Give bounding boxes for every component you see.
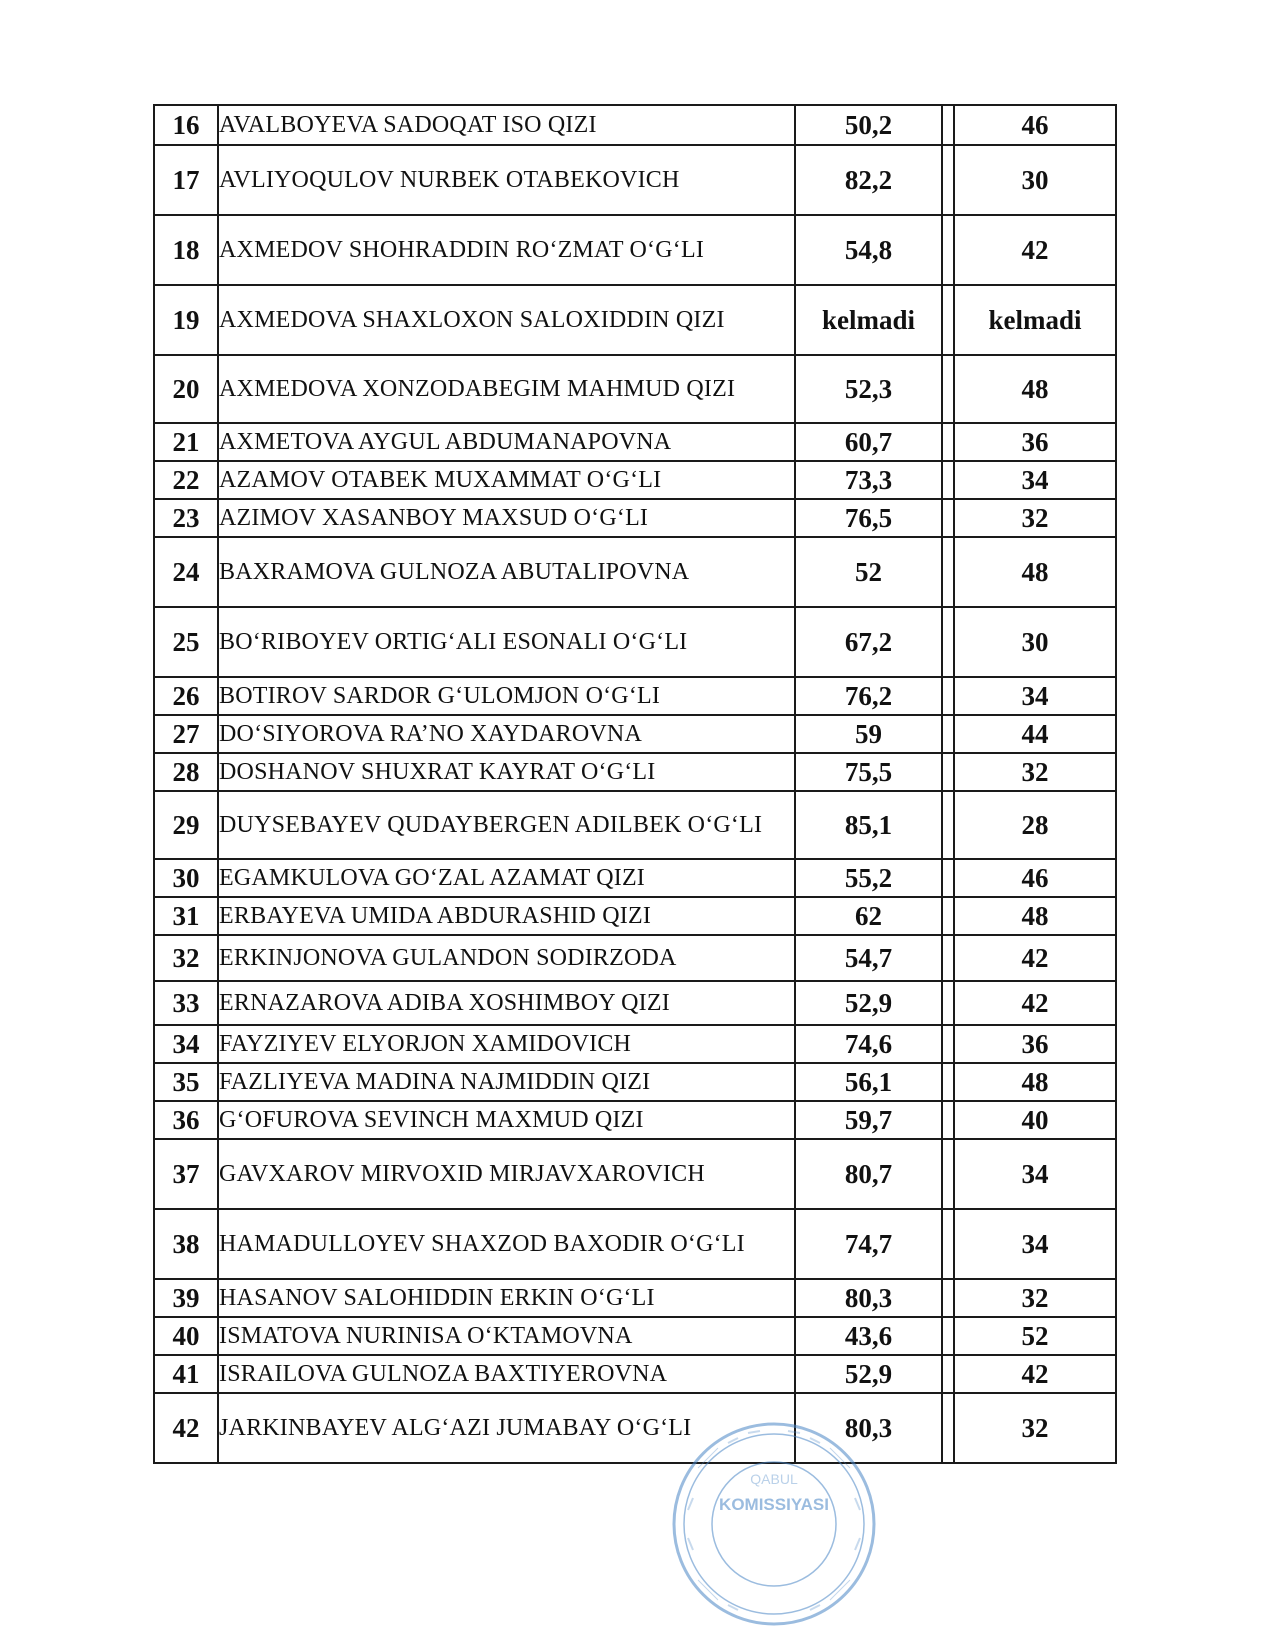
table-row [154, 607, 1116, 677]
column-gap [942, 935, 954, 981]
rank-value: 42 [954, 215, 1116, 285]
column-gap [942, 1355, 954, 1393]
student-name: BAXRAMOVA GULNOZA ABUTALIPOVNA [218, 537, 795, 607]
svg-text:QABUL: QABUL [750, 1471, 798, 1487]
score-value: 59 [795, 715, 942, 753]
table-row [154, 677, 1116, 715]
table-row [154, 859, 1116, 897]
column-gap [942, 791, 954, 859]
score-value: kelmadi [795, 285, 942, 355]
column-gap [942, 607, 954, 677]
stamp-seal-icon [668, 1418, 880, 1630]
column-gap [942, 1139, 954, 1209]
column-gap [942, 461, 954, 499]
table-row [154, 1355, 1116, 1393]
rank-value: 36 [954, 423, 1116, 461]
stamp-label: KOMISSIYASI [719, 1495, 829, 1514]
row-number: 16 [154, 105, 218, 145]
table-row [154, 1139, 1116, 1209]
row-number: 26 [154, 677, 218, 715]
table-row [154, 897, 1116, 935]
score-value: 43,6 [795, 1317, 942, 1355]
table-row [154, 285, 1116, 355]
row-number: 37 [154, 1139, 218, 1209]
score-value: 67,2 [795, 607, 942, 677]
score-value: 76,5 [795, 499, 942, 537]
row-number: 21 [154, 423, 218, 461]
rank-value: 34 [954, 461, 1116, 499]
rank-value: 48 [954, 355, 1116, 423]
table-row [154, 1317, 1116, 1355]
row-number: 39 [154, 1279, 218, 1317]
rank-value: 30 [954, 607, 1116, 677]
score-value: 76,2 [795, 677, 942, 715]
rank-value: 48 [954, 897, 1116, 935]
score-value: 74,6 [795, 1025, 942, 1063]
table-row [154, 1393, 1116, 1463]
student-name: HAMADULLOYEV SHAXZOD BAXODIR O‘G‘LI [218, 1209, 795, 1279]
score-value: 74,7 [795, 1209, 942, 1279]
row-number: 28 [154, 753, 218, 791]
row-number: 34 [154, 1025, 218, 1063]
score-value: 80,3 [795, 1393, 942, 1463]
rank-value: kelmadi [954, 285, 1116, 355]
rank-value: 32 [954, 753, 1116, 791]
rank-value: 30 [954, 145, 1116, 215]
row-number: 41 [154, 1355, 218, 1393]
table-row [154, 1101, 1116, 1139]
score-value: 62 [795, 897, 942, 935]
column-gap [942, 753, 954, 791]
student-name: DO‘SIYOROVA RA’NO XAYDAROVNA [218, 715, 795, 753]
student-name: ERNAZAROVA ADIBA XOSHIMBOY QIZI [218, 981, 795, 1025]
column-gap [942, 1393, 954, 1463]
rank-value: 34 [954, 1139, 1116, 1209]
table-row [154, 753, 1116, 791]
rank-value: 42 [954, 981, 1116, 1025]
row-number: 25 [154, 607, 218, 677]
results-table [153, 104, 1117, 1464]
column-gap [942, 423, 954, 461]
student-name: JARKINBAYEV ALG‘AZI JUMABAY O‘G‘LI [218, 1393, 795, 1463]
rank-value: 32 [954, 1393, 1116, 1463]
row-number: 20 [154, 355, 218, 423]
row-number: 31 [154, 897, 218, 935]
table-row [154, 1279, 1116, 1317]
student-name: ISMATOVA NURINISA O‘KTAMOVNA [218, 1317, 795, 1355]
table-row [154, 355, 1116, 423]
score-value: 54,8 [795, 215, 942, 285]
table-row [154, 1063, 1116, 1101]
column-gap [942, 859, 954, 897]
table-row [154, 499, 1116, 537]
row-number: 36 [154, 1101, 218, 1139]
column-gap [942, 897, 954, 935]
score-value: 56,1 [795, 1063, 942, 1101]
row-number: 40 [154, 1317, 218, 1355]
table-row [154, 423, 1116, 461]
row-number: 29 [154, 791, 218, 859]
row-number: 17 [154, 145, 218, 215]
commission-stamp [668, 1418, 880, 1630]
column-gap [942, 1025, 954, 1063]
score-value: 85,1 [795, 791, 942, 859]
score-value: 80,7 [795, 1139, 942, 1209]
column-gap [942, 105, 954, 145]
student-name: G‘OFUROVA SEVINCH MAXMUD QIZI [218, 1101, 795, 1139]
student-name: AXMETOVA AYGUL ABDUMANAPOVNA [218, 423, 795, 461]
score-value: 59,7 [795, 1101, 942, 1139]
column-gap [942, 537, 954, 607]
row-number: 38 [154, 1209, 218, 1279]
table-row [154, 791, 1116, 859]
student-name: AXMEDOVA XONZODABEGIM MAHMUD QIZI [218, 355, 795, 423]
column-gap [942, 1279, 954, 1317]
student-name: ISRAILOVA GULNOZA BAXTIYEROVNA [218, 1355, 795, 1393]
score-value: 52,9 [795, 981, 942, 1025]
student-name: DUYSEBAYEV QUDAYBERGEN ADILBEK O‘G‘LI [218, 791, 795, 859]
rank-value: 32 [954, 499, 1116, 537]
student-name: AXMEDOVA SHAXLOXON SALOXIDDIN QIZI [218, 285, 795, 355]
student-name: GAVXAROV MIRVOXID MIRJAVXAROVICH [218, 1139, 795, 1209]
row-number: 27 [154, 715, 218, 753]
rank-value: 40 [954, 1101, 1116, 1139]
score-value: 52,3 [795, 355, 942, 423]
student-name: AZAMOV OTABEK MUXAMMAT O‘G‘LI [218, 461, 795, 499]
score-value: 52 [795, 537, 942, 607]
student-name: AZIMOV XASANBOY MAXSUD O‘G‘LI [218, 499, 795, 537]
column-gap [942, 1063, 954, 1101]
row-number: 32 [154, 935, 218, 981]
student-name: FAZLIYEVA MADINA NAJMIDDIN QIZI [218, 1063, 795, 1101]
score-value: 55,2 [795, 859, 942, 897]
rank-value: 34 [954, 1209, 1116, 1279]
student-name: BO‘RIBOYEV ORTIG‘ALI ESONALI O‘G‘LI [218, 607, 795, 677]
student-name: AVALBOYEVA SADOQAT ISO QIZI [218, 105, 795, 145]
score-value: 60,7 [795, 423, 942, 461]
table-row [154, 1025, 1116, 1063]
rank-value: 32 [954, 1279, 1116, 1317]
table-row [154, 935, 1116, 981]
rank-value: 28 [954, 791, 1116, 859]
row-number: 23 [154, 499, 218, 537]
table-row [154, 461, 1116, 499]
row-number: 42 [154, 1393, 218, 1463]
rank-value: 44 [954, 715, 1116, 753]
row-number: 22 [154, 461, 218, 499]
results-table-body [154, 105, 1116, 1463]
student-name: FAYZIYEV ELYORJON XAMIDOVICH [218, 1025, 795, 1063]
student-name: AXMEDOV SHOHRADDIN RO‘ZMAT O‘G‘LI [218, 215, 795, 285]
score-value: 52,9 [795, 1355, 942, 1393]
column-gap [942, 677, 954, 715]
table-row [154, 105, 1116, 145]
row-number: 24 [154, 537, 218, 607]
student-name: EGAMKULOVA GO‘ZAL AZAMAT QIZI [218, 859, 795, 897]
column-gap [942, 145, 954, 215]
row-number: 33 [154, 981, 218, 1025]
score-value: 73,3 [795, 461, 942, 499]
rank-value: 42 [954, 935, 1116, 981]
rank-value: 46 [954, 859, 1116, 897]
table-row [154, 981, 1116, 1025]
rank-value: 48 [954, 1063, 1116, 1101]
row-number: 18 [154, 215, 218, 285]
column-gap [942, 715, 954, 753]
table-row [154, 715, 1116, 753]
rank-value: 48 [954, 537, 1116, 607]
student-name: BOTIROV SARDOR G‘ULOMJON O‘G‘LI [218, 677, 795, 715]
table-row [154, 215, 1116, 285]
table-row [154, 537, 1116, 607]
rank-value: 34 [954, 677, 1116, 715]
student-name: ERKINJONOVA GULANDON SODIRZODA [218, 935, 795, 981]
score-value: 75,5 [795, 753, 942, 791]
score-value: 82,2 [795, 145, 942, 215]
rank-value: 46 [954, 105, 1116, 145]
student-name: HASANOV SALOHIDDIN ERKIN O‘G‘LI [218, 1279, 795, 1317]
column-gap [942, 499, 954, 537]
column-gap [942, 285, 954, 355]
row-number: 35 [154, 1063, 218, 1101]
student-name: DOSHANOV SHUXRAT KAYRAT O‘G‘LI [218, 753, 795, 791]
student-name: ERBAYEVA UMIDA ABDURASHID QIZI [218, 897, 795, 935]
rank-value: 52 [954, 1317, 1116, 1355]
score-value: 80,3 [795, 1279, 942, 1317]
row-number: 19 [154, 285, 218, 355]
column-gap [942, 1317, 954, 1355]
row-number: 30 [154, 859, 218, 897]
student-name: AVLIYOQULOV NURBEK OTABEKOVICH [218, 145, 795, 215]
column-gap [942, 1209, 954, 1279]
column-gap [942, 355, 954, 423]
column-gap [942, 215, 954, 285]
score-value: 50,2 [795, 105, 942, 145]
rank-value: 42 [954, 1355, 1116, 1393]
table-row [154, 1209, 1116, 1279]
table-row [154, 145, 1116, 215]
rank-value: 36 [954, 1025, 1116, 1063]
score-value: 54,7 [795, 935, 942, 981]
column-gap [942, 981, 954, 1025]
column-gap [942, 1101, 954, 1139]
